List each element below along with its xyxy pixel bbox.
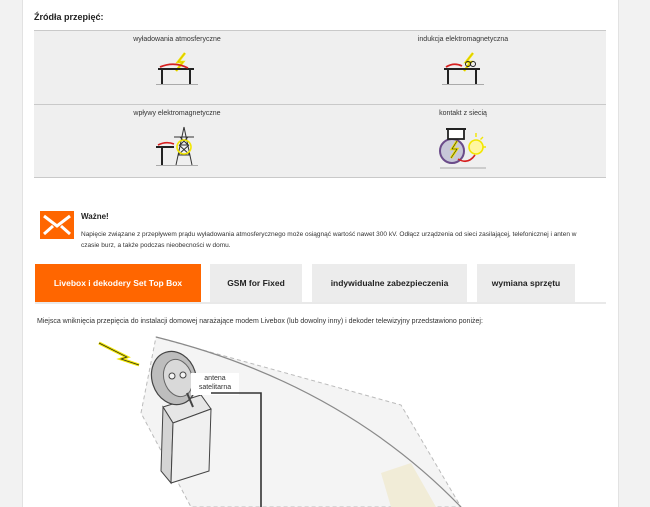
source-label: wpływy elektromagnetyczne	[133, 110, 221, 117]
intro-text: Miejsca wniknięcia przepięcia do instalacji domowej narażające modem Livebox (lub dowolny inny) i dekoder telewizyjny przedstawiono poniżej:	[37, 318, 483, 325]
lightning-tower-icon	[154, 51, 200, 85]
pylon-icon	[154, 125, 200, 167]
warning-title: Ważne!	[81, 212, 109, 221]
tab-livebox[interactable]: Livebox i dekodery Set Top Box	[35, 264, 201, 302]
content-panel	[22, 0, 619, 507]
source-label: wyładowania atmosferyczne	[133, 36, 221, 43]
surge-sources-grid	[34, 30, 606, 178]
warning-text: Napięcie związane z przepływem prądu wyładowania atmosferycznego może osiągnąć wartość nawet 300 kV. Odłącz urządzenia od sieci zasilającej, telefonicznej i anten w czasie burz, a także podczas nieobecności w domu.	[81, 231, 577, 249]
tab-individual-protection[interactable]: indywidualne zabezpieczenia	[312, 264, 467, 302]
tab-gsm-for-fixed[interactable]: GSM for Fixed	[210, 264, 302, 302]
antenna-label: antena	[204, 375, 226, 382]
envelope-icon	[40, 211, 74, 239]
source-label: indukcja elektromagnetyczna	[417, 36, 509, 43]
source-cell-induction	[320, 31, 606, 85]
source-label: kontakt z siecią	[439, 110, 487, 117]
source-cell-lightning	[34, 31, 320, 85]
tab-equipment-exchange[interactable]: wymiana sprzętu	[477, 264, 575, 302]
grid-contact-icon	[438, 125, 488, 169]
source-cell-grid	[320, 105, 606, 169]
antenna-label: satelitarna	[198, 384, 232, 391]
tab-bar	[35, 264, 606, 304]
source-cell-pylon	[34, 105, 320, 167]
induction-icon	[440, 51, 486, 85]
section-title: Źródła przepięć:	[34, 12, 104, 22]
house-installation-diagram	[41, 333, 606, 507]
